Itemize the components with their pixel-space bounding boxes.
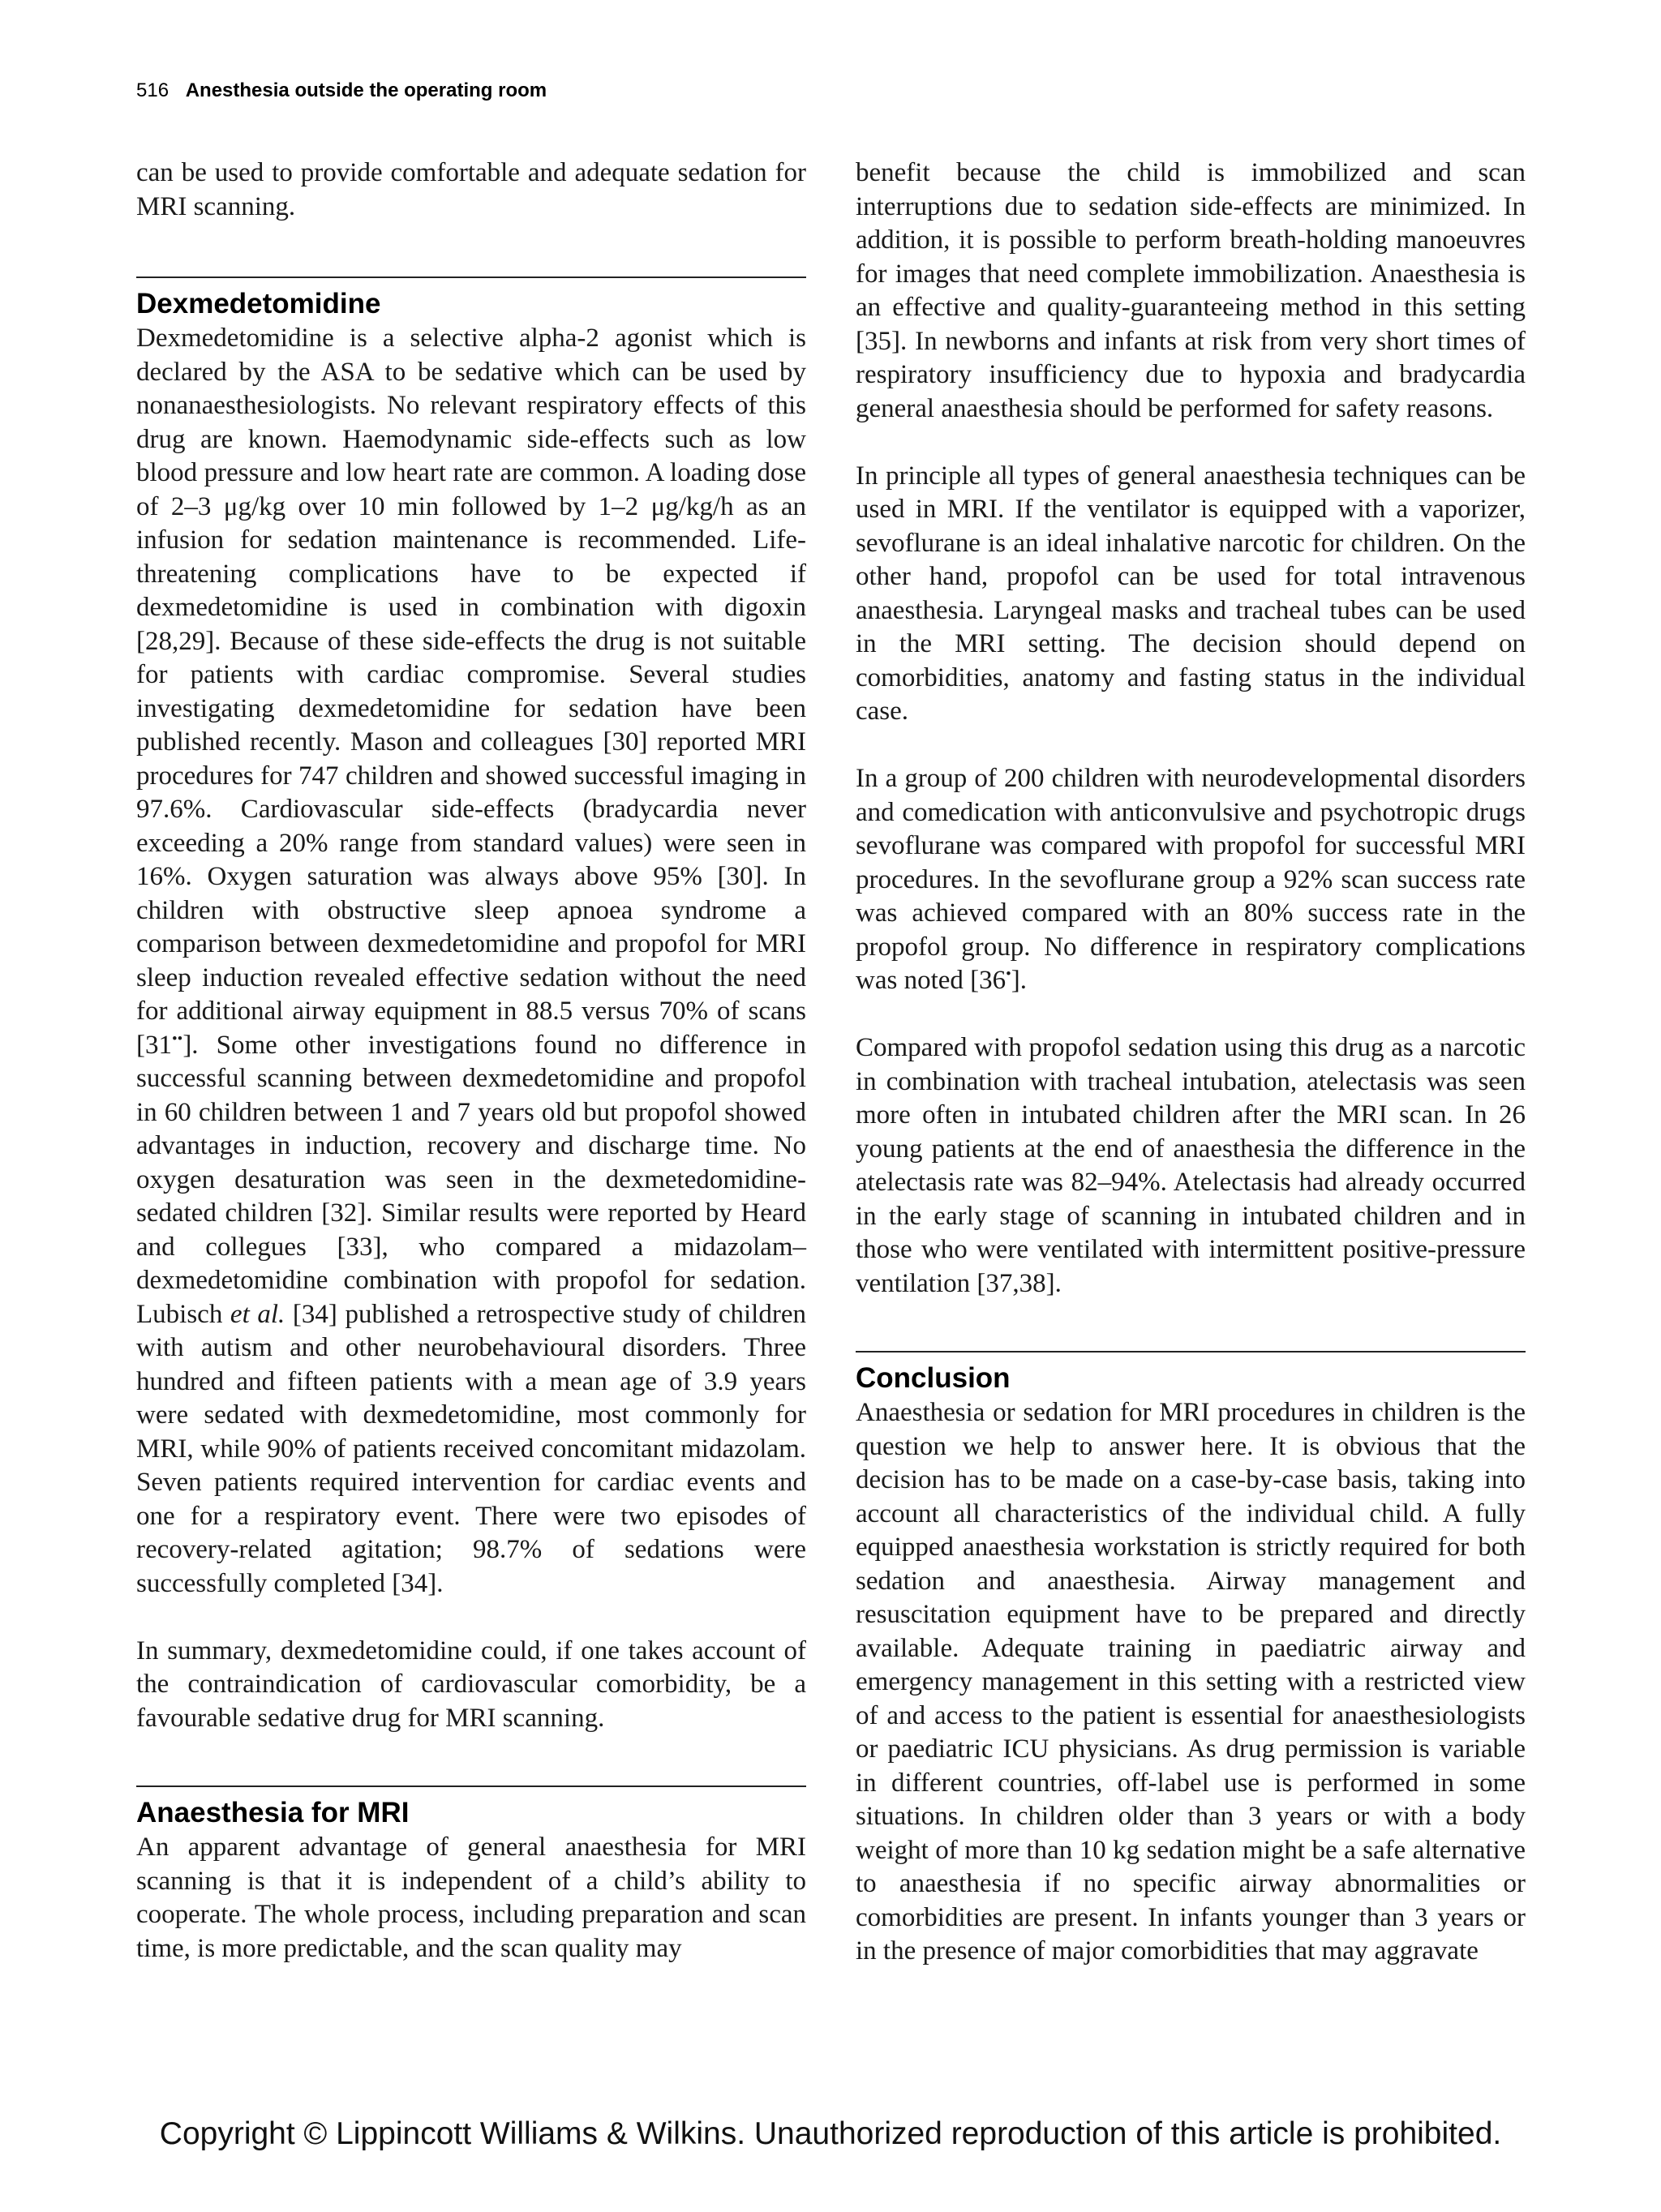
- copyright-notice: Copyright © Lippincott Williams & Wilkins. Unauthorized reproduction of this article is prohibited.: [159, 2116, 1502, 2151]
- reference-marker: ••: [172, 1030, 183, 1048]
- page-number: 516: [136, 79, 170, 101]
- right-paragraph-3: In a group of 200 children with neurodevelopmental disorders and comedication with anticonvulsive and psychotropic drugs sevoflurane was compared with propofol for successful MRI procedures. In the sevoflurane group a 92% scan success rate was achieved compared with an 80% success rate in the propofol group. No difference in respiratory complications was noted [36•].: [856, 764, 1526, 995]
- dexmedetomidine-paragraph-1: Dexmedetomidine is a selective alpha-2 agonist which is declared by the ASA to be sedative which can be used by nonanaesthesiologists. No relevant respiratory effects of this drug are known. Haemodynamic side-effects such as low blood pressure and low heart rate are common. A loading dose of 2–3 μg/kg over 10 min followed by 1–2 μg/kg/h as an infusion for sedation maintenance is recommended. Life-threatening complications have to be expected if dexmedetomidine is used in combination with digoxin [28,29]. Because of these side-effects the drug is not suitable for patients with cardiac compromise. Several studies investigating dexmedetomidine for sedation have been published recently. Mason and colleagues [30] reported MRI procedures for 747 children and showed successful imaging in 97.6%. Cardiovascular side-effects (bradycardia never exceeding a 20% range from standard values) were seen in 16%. Oxygen saturation was always above 95% [30]. In children with obstructive sleep apnoea syndrome a comparison between dexmedetomidine and propofol for MRI sleep induction revealed effective sedation without the need for additional airway equipment in 88.5 versus 70% of scans [31••]. Some other investigations found no difference in successful scanning between dexmedetomidine and propofol in 60 children between 1 and 7 years old but propofol showed advantages in induction, recovery and discharge time. No oxygen desaturation was seen in the dexmetedomidine-sedated children [32]. Similar results were reported by Heard and collegues [33], who compared a midazolam–dexmedetomidine combination with propofol for sedation. Lubisch et al. [34] published a retrospective study of children with autism and other neurobehavioural disorders. Three hundred and fifteen patients with a mean age of 3.9 years were sedated with dexmedetomidine, most commonly for MRI, while 90% of patients received concomitant midazolam. Seven patients required intervention for cardiac events and one for a respiratory event. There were two episodes of recovery-related agitation; 98.7% of sedations were successfully completed [34].: [136, 324, 806, 1598]
- intro-paragraph: can be used to provide comfortable and adequate sedation for MRI scanning.: [136, 158, 806, 221]
- conclusion-paragraph: Anaesthesia or sedation for MRI procedures in children is the question we help to answer here. It is obvious that the decision has to be made on a case-by-case basis, taking into account all characteristics of the individual child. A fully equipped anaesthesia workstation is strictly required for both sedation and anaesthesia. Airway management and resuscitation equipment have to be prepared and directly available. Adequate training in paediatric airway and emergency management in this setting with a restricted view of and access to the patient is essential for anaesthesiologists or paediatric ICU physicians. As drug permission is variable in different countries, off-label use is performed in some situations. In children older than 3 years or with a body weight of more than 10 kg sedation might be a safe alternative to anaesthesia if no specific airway abnormalities or comorbidities are present. In infants younger than 3 years or in the presence of major comorbidities that may aggravate: [856, 1398, 1526, 1966]
- conclusion-heading: Conclusion: [856, 1362, 1011, 1394]
- running-head: [136, 79, 547, 102]
- dexmedetomidine-section: [136, 276, 806, 1735]
- journal-title: Anesthesia outside the operating room: [185, 79, 547, 101]
- right-column: [856, 156, 1526, 1969]
- left-column: [136, 156, 806, 1966]
- conclusion-section: [856, 1351, 1526, 1969]
- right-paragraph-2: In principle all types of general anaesthesia techniques can be used in MRI. If the ventilator is equipped with a vaporizer, sevoflurane is an ideal inhalative narcotic for children. On the other hand, propofol can be used for total intravenous anaesthesia. Laryngeal masks and tracheal tubes can be used in the MRI setting. The decision should depend on comorbidities, anatomy and fasting status in the individual case.: [856, 461, 1526, 726]
- anaesthesia-for-mri-paragraph: An apparent advantage of general anaesthesia for MRI scanning is that it is independent of a child’s ability to cooperate. The whole process, including preparation and scan time, is more predictable, and the scan quality may: [136, 1833, 806, 1963]
- right-paragraph-1: benefit because the child is immobilized and scan interruptions due to sedation side-effects are minimized. In addition, it is possible to perform breath-holding manoeuvres for images that need complete immobilization. Anaesthesia is an effective and quality-guaranteeing method in this setting [35]. In newborns and infants at risk from very short times of respiratory insufficiency due to hypoxia and bradycardia general anaesthesia should be performed for safety reasons.: [856, 158, 1526, 423]
- reference-marker: •: [1006, 966, 1011, 983]
- anaesthesia-for-mri-heading: Anaesthesia for MRI: [136, 1797, 410, 1828]
- dexmedetomidine-heading: Dexmedetomidine: [136, 288, 381, 319]
- anaesthesia-for-mri-section: [136, 1785, 806, 1966]
- right-paragraph-4: Compared with propofol sedation using this drug as a narcotic in combination with tracheal intubation, atelectasis was seen more often in intubated children after the MRI scan. In 26 young patients at the end of anaesthesia the difference in the atelectasis rate was 82–94%. Atelectasis had already occurred in the early stage of scanning in intubated children and in those who were ventilated with intermittent positive-pressure ventilation [37,38].: [856, 1033, 1526, 1298]
- dexmedetomidine-paragraph-2: In summary, dexmedetomidine could, if one takes account of the contraindication of cardiovascular comorbidity, be a favourable sedative drug for MRI scanning.: [136, 1635, 806, 1733]
